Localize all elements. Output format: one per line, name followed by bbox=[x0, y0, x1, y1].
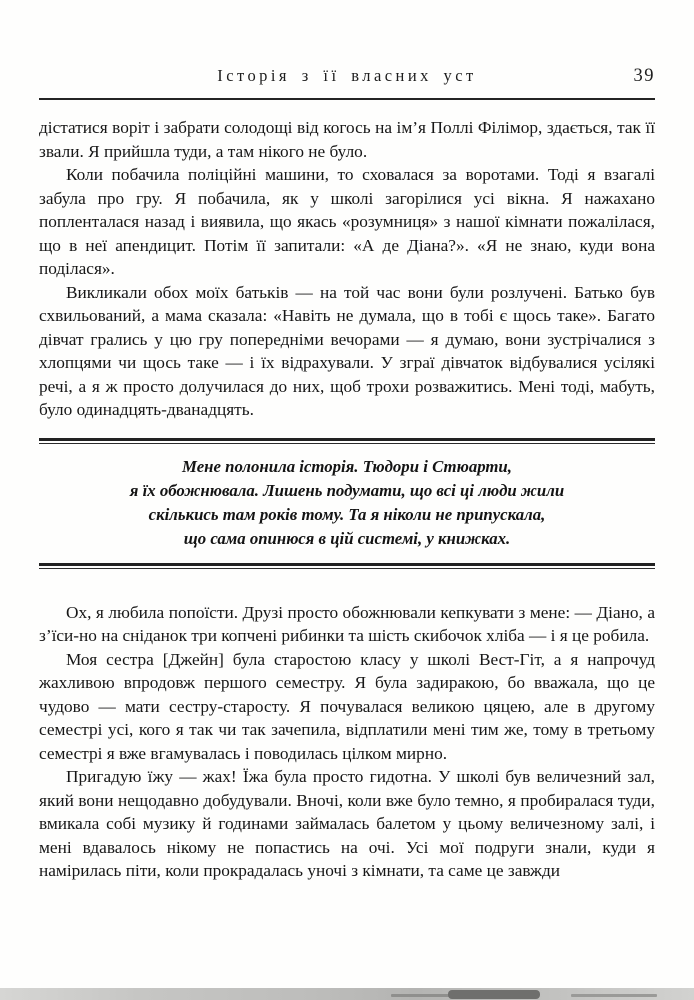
header-rule bbox=[39, 98, 655, 100]
paragraph: Коли побачила поліційні машини, то сховалася за воротами. Тоді я взагалі забула про гру. Я побачила, як у школі загорілися усі вікна. Я нажахано попленталася назад і виявила, що якась «розумниця» з нашої кімнати пожалілася, що в неї апендицит. Потім її запитали: «А де Діана?». «Я не знаю, куди вона поділася». bbox=[39, 165, 655, 278]
scan-edge-artifact bbox=[0, 988, 694, 1000]
paragraph: Пригадую їжу — жах! Їжа була просто гидотна. У школі був величезний зал, який вони нещодавно добудували. Вночі, коли вже було темно, я пробиралася туди, вмикала собі музику й годинами займалась балетом у цьому величезному залі, і мені вдавалось нікому не попастись на очі. Усі мої подруги знали, куди я намірилась піти, коли прокрадалась уночі з кімнати, та саме це завжди bbox=[39, 767, 655, 880]
paragraph: Викликали обох моїх батьків — на той час вони були розлучені. Батько був схвильований, а мама сказала: «Навіть не думала, що в тобі є щось таке». Багато дівчат грались у цю гру попередніми вечорами — я думаю, вони зустрічалися з хлопцями чи щось таке — і їх відрахували. У зграї дівчаток відбувалися усілякі речі, а я ж просто долучилася до них, щоб трохи розважитись. Мені тоді, мабуть, було одинадцять-дванадцять. bbox=[39, 282, 655, 419]
quote-bottom-rule bbox=[39, 563, 655, 569]
running-title: Історія з її власних уст bbox=[217, 66, 477, 85]
paragraph: Моя сестра [Джейн] була старостою класу у школі Вест-Гіт, а я напрочуд жахливою впродовж першого семестру. Я була задиракою, бо вважала, що це чудово — мати сестру-старосту. Я почувалася великою цяцею, але в другому семестрі усі, кого я так чи так зачепила, відплатили мені тим же, тому в третьому семестрі я вже вгамувалась і поводилась цілком мирно. bbox=[39, 649, 655, 763]
paragraph: Ох, я любила попоїсти. Друзі просто обожнювали кепкувати з мене: — Діано, а з’їси-но на сніданок три копчені рибинки та шість скибочок хліба — і я це робила. bbox=[39, 602, 655, 645]
page-header bbox=[39, 66, 655, 90]
page-number: 39 bbox=[633, 66, 655, 86]
page-body bbox=[39, 116, 655, 883]
quote-line: скількись там років тому. Та я ніколи не припускала, bbox=[148, 504, 546, 524]
quote-line: я їх обожнювала. Лишень подумати, що всі ці люди жили bbox=[129, 480, 565, 500]
pull-quote bbox=[39, 438, 655, 569]
quote-line: Мене полонила історія. Тюдори і Стюарти, bbox=[182, 456, 512, 476]
quote-line: що сама опинюся в цій системі, у книжках. bbox=[183, 528, 511, 548]
paragraph: дістатися воріт і забрати солодощі від когось на ім’я Поллі Філімор, здається, так її звали. Я прийшла туди, а там нікого не було. bbox=[39, 118, 655, 161]
text-column bbox=[39, 0, 655, 883]
pull-quote-text bbox=[39, 444, 655, 563]
scan-smudge bbox=[448, 990, 540, 999]
